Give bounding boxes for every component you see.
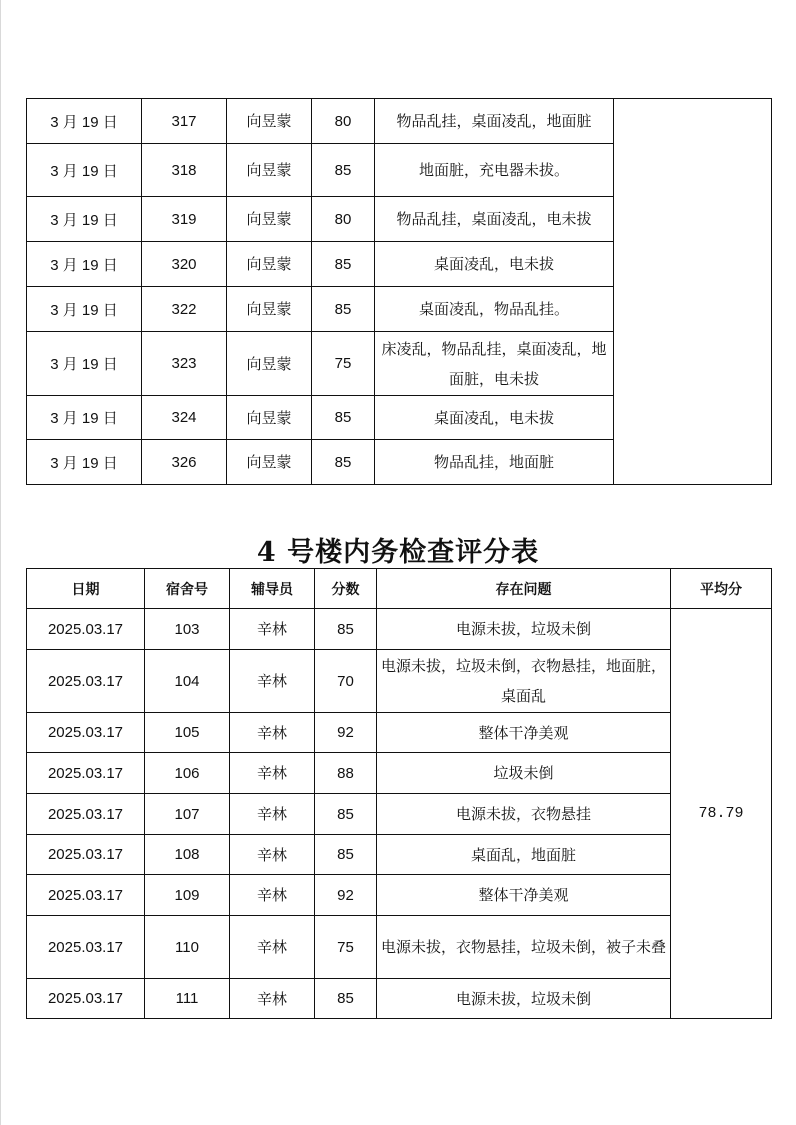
room-cell: 109 <box>145 875 230 916</box>
header-date: 日期 <box>27 569 145 609</box>
issues-cell: 床凌乱，物品乱挂，桌面凌乱，地面脏，电未拔 <box>375 332 614 396</box>
date-cell: 3 月 19 日 <box>27 99 142 144</box>
room-cell: 104 <box>145 650 230 713</box>
table-row <box>27 979 772 1019</box>
room-cell: 324 <box>142 396 227 440</box>
header-room: 宿舍号 <box>145 569 230 609</box>
date-cell: 2025.03.17 <box>27 753 145 794</box>
date-cell: 2025.03.17 <box>27 979 145 1019</box>
score-cell: 85 <box>312 144 375 197</box>
issues-cell: 桌面凌乱，电未拔 <box>375 242 614 287</box>
counselor-cell: 向昱蒙 <box>227 144 312 197</box>
date-cell: 3 月 19 日 <box>27 287 142 332</box>
issues-cell: 电源未拔，垃圾未倒 <box>377 979 671 1019</box>
score-cell: 85 <box>315 609 377 650</box>
issues-cell: 整体干净美观 <box>377 713 671 753</box>
score-cell: 85 <box>315 979 377 1019</box>
date-cell: 3 月 19 日 <box>27 197 142 242</box>
average-score-cell: 78.79 <box>671 609 772 1019</box>
date-cell: 2025.03.17 <box>27 875 145 916</box>
room-cell: 319 <box>142 197 227 242</box>
counselor-cell: 辛林 <box>230 979 315 1019</box>
issues-cell: 电源未拔，垃圾未倒 <box>377 609 671 650</box>
date-cell: 3 月 19 日 <box>27 332 142 396</box>
counselor-cell: 辛林 <box>230 794 315 835</box>
average-cell-empty <box>614 99 772 485</box>
counselor-cell: 向昱蒙 <box>227 242 312 287</box>
room-cell: 320 <box>142 242 227 287</box>
date-cell: 3 月 19 日 <box>27 440 142 485</box>
counselor-cell: 向昱蒙 <box>227 440 312 485</box>
room-cell: 111 <box>145 979 230 1019</box>
date-cell: 2025.03.17 <box>27 835 145 875</box>
issues-cell: 物品乱挂，桌面凌乱，地面脏 <box>375 99 614 144</box>
room-cell: 110 <box>145 916 230 979</box>
counselor-cell: 辛林 <box>230 916 315 979</box>
room-cell: 317 <box>142 99 227 144</box>
counselor-cell: 向昱蒙 <box>227 197 312 242</box>
building4-inspection-table <box>26 568 772 1019</box>
table-row <box>27 916 772 979</box>
issues-cell: 桌面凌乱，物品乱挂。 <box>375 287 614 332</box>
header-row <box>27 569 772 609</box>
header-score: 分数 <box>315 569 377 609</box>
issues-cell: 垃圾未倒 <box>377 753 671 794</box>
score-cell: 85 <box>315 794 377 835</box>
score-cell: 92 <box>315 875 377 916</box>
counselor-cell: 辛林 <box>230 875 315 916</box>
date-cell: 2025.03.17 <box>27 713 145 753</box>
score-cell: 75 <box>312 332 375 396</box>
issues-cell: 电源未拔，衣物悬挂，垃圾未倒，被子未叠 <box>377 916 671 979</box>
room-cell: 322 <box>142 287 227 332</box>
issues-cell: 电源未拔，垃圾未倒，衣物悬挂，地面脏，桌面乱 <box>377 650 671 713</box>
counselor-cell: 辛林 <box>230 753 315 794</box>
issues-cell: 物品乱挂，桌面凌乱，电未拔 <box>375 197 614 242</box>
room-cell: 103 <box>145 609 230 650</box>
counselor-cell: 辛林 <box>230 713 315 753</box>
score-cell: 85 <box>312 242 375 287</box>
score-cell: 92 <box>315 713 377 753</box>
room-cell: 108 <box>145 835 230 875</box>
score-cell: 80 <box>312 197 375 242</box>
date-cell: 2025.03.17 <box>27 650 145 713</box>
section-title: 4 号楼内务检查评分表 <box>256 537 540 568</box>
counselor-cell: 向昱蒙 <box>227 332 312 396</box>
issues-cell: 物品乱挂，地面脏 <box>375 440 614 485</box>
table-row <box>27 753 772 794</box>
date-cell: 3 月 19 日 <box>27 396 142 440</box>
date-cell: 2025.03.17 <box>27 794 145 835</box>
room-cell: 106 <box>145 753 230 794</box>
score-cell: 85 <box>315 835 377 875</box>
room-cell: 105 <box>145 713 230 753</box>
top-inspection-table <box>26 98 772 485</box>
room-cell: 323 <box>142 332 227 396</box>
counselor-cell: 辛林 <box>230 650 315 713</box>
counselor-cell: 辛林 <box>230 835 315 875</box>
table-row <box>27 835 772 875</box>
header-counselor: 辅导员 <box>230 569 315 609</box>
issues-cell: 地面脏，充电器未拔。 <box>375 144 614 197</box>
counselor-cell: 辛林 <box>230 609 315 650</box>
counselor-cell: 向昱蒙 <box>227 99 312 144</box>
issues-cell: 整体干净美观 <box>377 875 671 916</box>
room-cell: 326 <box>142 440 227 485</box>
table-row <box>27 609 772 650</box>
header-issues: 存在问题 <box>377 569 671 609</box>
table-row <box>27 99 772 144</box>
date-cell: 2025.03.17 <box>27 609 145 650</box>
issues-cell: 桌面凌乱，电未拔 <box>375 396 614 440</box>
score-cell: 85 <box>312 287 375 332</box>
date-cell: 3 月 19 日 <box>27 144 142 197</box>
counselor-cell: 向昱蒙 <box>227 396 312 440</box>
counselor-cell: 向昱蒙 <box>227 287 312 332</box>
table-row <box>27 794 772 835</box>
issues-cell: 桌面乱，地面脏 <box>377 835 671 875</box>
issues-cell: 电源未拔，衣物悬挂 <box>377 794 671 835</box>
table-row <box>27 713 772 753</box>
score-cell: 88 <box>315 753 377 794</box>
date-cell: 3 月 19 日 <box>27 242 142 287</box>
score-cell: 85 <box>312 396 375 440</box>
date-cell: 2025.03.17 <box>27 916 145 979</box>
table-row <box>27 650 772 713</box>
room-cell: 107 <box>145 794 230 835</box>
room-cell: 318 <box>142 144 227 197</box>
score-cell: 70 <box>315 650 377 713</box>
header-average: 平均分 <box>671 569 772 609</box>
score-cell: 85 <box>312 440 375 485</box>
score-cell: 75 <box>315 916 377 979</box>
score-cell: 80 <box>312 99 375 144</box>
table-row <box>27 875 772 916</box>
